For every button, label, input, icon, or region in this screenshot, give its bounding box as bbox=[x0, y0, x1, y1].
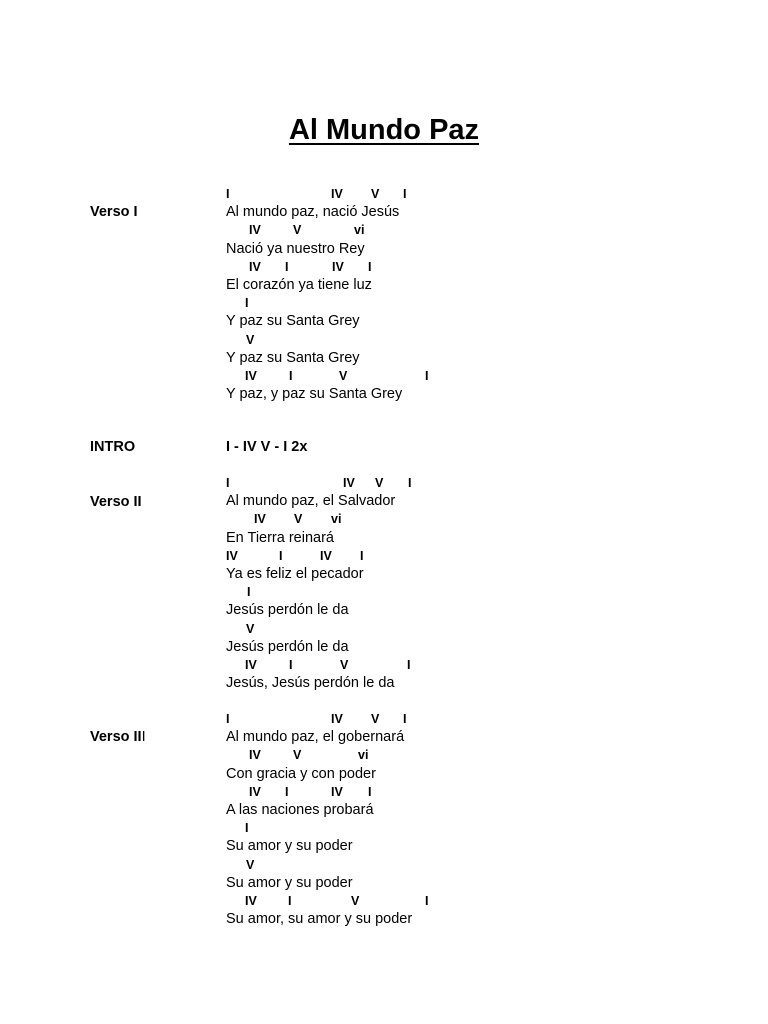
chord: IV bbox=[226, 548, 238, 563]
lyric-line: En Tierra reinará bbox=[226, 529, 334, 546]
section-label-verso-1: Verso I bbox=[90, 204, 138, 220]
lyric-line: Y paz su Santa Grey bbox=[226, 349, 360, 366]
chord-line bbox=[226, 583, 395, 601]
song-title: Al Mundo Paz bbox=[288, 114, 480, 146]
chord-line bbox=[226, 656, 411, 674]
lyric-line: Ya es feliz el pecador bbox=[226, 565, 364, 582]
chord: V bbox=[294, 512, 303, 527]
lyric-line: Al mundo paz, nació Jesús bbox=[226, 204, 400, 221]
lyric-line: Y paz, y paz su Santa Grey bbox=[226, 386, 403, 403]
chord: I bbox=[288, 893, 292, 908]
chord-line bbox=[226, 783, 412, 801]
chord-line bbox=[226, 620, 395, 638]
chord: IV bbox=[245, 893, 257, 908]
chord: V bbox=[246, 621, 255, 636]
chord: V bbox=[246, 857, 255, 872]
verse-block-3 bbox=[226, 710, 429, 928]
chord: I bbox=[289, 368, 293, 383]
chord-line bbox=[226, 185, 407, 203]
chord-line bbox=[226, 331, 402, 349]
chord-line bbox=[226, 510, 395, 528]
chord: IV bbox=[343, 476, 355, 490]
chord: I bbox=[285, 259, 289, 274]
chord: I bbox=[245, 821, 249, 836]
chord: IV bbox=[249, 784, 261, 799]
chord: I bbox=[285, 784, 289, 799]
chord: I bbox=[289, 657, 293, 672]
intro-chords: I - IV V - I 2x bbox=[226, 439, 308, 455]
chord: V bbox=[351, 893, 360, 908]
chord-line bbox=[226, 892, 429, 910]
chord: I bbox=[403, 187, 407, 201]
chord: I bbox=[279, 548, 283, 563]
chord: IV bbox=[320, 548, 332, 563]
chord-line bbox=[226, 367, 429, 385]
chord: I bbox=[226, 187, 230, 201]
chord: IV bbox=[249, 223, 261, 238]
lyric-line: Su amor, su amor y su poder bbox=[226, 911, 413, 928]
chord: IV bbox=[245, 657, 257, 672]
chord: I bbox=[368, 784, 372, 799]
lyric-line: Su amor y su poder bbox=[226, 874, 353, 891]
chord: I bbox=[408, 476, 412, 490]
chord: I bbox=[360, 548, 364, 563]
chord: IV bbox=[249, 748, 261, 763]
section-label-intro: INTRO bbox=[90, 439, 136, 455]
chord: vi bbox=[331, 512, 342, 527]
lyric-line: Al mundo paz, el gobernará bbox=[226, 729, 405, 746]
section-label-verso-2: Verso II bbox=[90, 494, 142, 510]
chord-line bbox=[226, 294, 402, 312]
chord-line bbox=[226, 746, 412, 764]
lyric-line: Jesús perdón le da bbox=[226, 638, 349, 655]
lyric-line: Y paz su Santa Grey bbox=[226, 313, 360, 330]
chord-line bbox=[226, 221, 402, 239]
chord: I bbox=[403, 712, 407, 726]
chord: V bbox=[293, 223, 302, 238]
chord: V bbox=[371, 712, 380, 726]
chord: IV bbox=[249, 259, 261, 274]
lyric-line: El corazón ya tiene luz bbox=[226, 276, 372, 293]
chord-line bbox=[226, 547, 395, 565]
chord-line bbox=[226, 856, 412, 874]
chord-line bbox=[226, 474, 412, 492]
chord: I bbox=[226, 476, 230, 490]
chord: V bbox=[375, 476, 384, 490]
chord: IV bbox=[331, 784, 343, 799]
chord: IV bbox=[331, 712, 343, 726]
lyric-line: Jesús, Jesús perdón le da bbox=[226, 675, 395, 692]
lyric-line: Con gracia y con poder bbox=[226, 765, 376, 782]
chord: vi bbox=[358, 748, 369, 763]
verse-block-2 bbox=[226, 474, 412, 692]
chord: I bbox=[368, 259, 372, 274]
section-label-verso-3: Verso III bbox=[90, 729, 146, 745]
lyric-line: Nació ya nuestro Rey bbox=[226, 240, 365, 257]
chord: vi bbox=[354, 223, 365, 238]
lyric-line: Al mundo paz, el Salvador bbox=[226, 493, 396, 510]
chord: I bbox=[425, 368, 429, 383]
chord: V bbox=[340, 657, 349, 672]
chord: I bbox=[245, 296, 249, 311]
chord: V bbox=[339, 368, 348, 383]
chord: IV bbox=[254, 512, 266, 527]
chord: I bbox=[407, 657, 411, 672]
chord: IV bbox=[332, 259, 344, 274]
chord-line bbox=[226, 710, 412, 728]
chord: V bbox=[246, 332, 255, 347]
lyric-line: Jesús perdón le da bbox=[226, 602, 349, 619]
chord: IV bbox=[331, 187, 343, 201]
lyric-line: Su amor y su poder bbox=[226, 838, 353, 855]
chord-line bbox=[226, 819, 412, 837]
chord: I bbox=[425, 893, 429, 908]
lyric-line: A las naciones probará bbox=[226, 801, 374, 818]
chord: V bbox=[293, 748, 302, 763]
chord: I bbox=[247, 585, 251, 600]
chord: I bbox=[226, 712, 230, 726]
chord-line bbox=[226, 258, 402, 276]
verse-block-1 bbox=[226, 185, 429, 403]
chord: IV bbox=[245, 368, 257, 383]
chord: V bbox=[371, 187, 380, 201]
